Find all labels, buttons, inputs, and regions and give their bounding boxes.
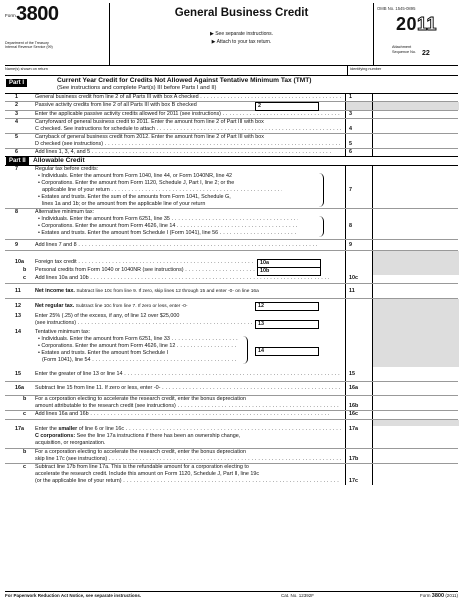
shaded-amount <box>372 267 459 275</box>
box-number: 10b <box>260 268 270 274</box>
footer-form-year: (2011) <box>445 593 458 598</box>
line-3 <box>5 111 458 119</box>
box-number: 17c <box>349 478 358 484</box>
line-text-2: (see instructions) . . . <box>35 320 253 327</box>
line-text-3: (or the applicable line of your return) . . . <box>35 478 341 485</box>
line-text: Add lines 10a and 10b . . . <box>35 275 341 282</box>
line-heading: Regular tax before credits: <box>35 166 99 172</box>
tax-year <box>396 14 458 35</box>
line-13 <box>5 313 458 329</box>
omb-number: OMB No. 1545-0895 <box>377 6 416 11</box>
amount-field[interactable] <box>372 240 459 250</box>
line-number: 12 <box>15 303 21 309</box>
line-text: Subtract line 17b from line 17a. This is the refundable amount for a corporation electing to <box>35 464 249 470</box>
line-box <box>345 464 358 485</box>
line-text-2: D checked (see instructions) . . . <box>35 141 341 148</box>
line-16a <box>5 382 458 396</box>
amount-field[interactable] <box>372 94 459 101</box>
part1-subtitle: (See instructions and complete Part(s) III before Parts I and II) <box>57 85 217 91</box>
line-number: b <box>23 267 27 273</box>
line-number: 4 <box>15 119 18 125</box>
title-block <box>109 3 374 65</box>
line-number: c <box>23 464 26 470</box>
line-text-2: skip line 17c (see instructions) . . . <box>35 456 341 463</box>
line-17c <box>5 464 458 485</box>
amount-field[interactable] <box>372 149 459 156</box>
amount-field[interactable] <box>372 284 459 298</box>
line-box <box>345 396 359 410</box>
box-number: 16a <box>349 385 358 391</box>
line-text: For a corporation electing to accelerate the research credit, enter the bonus depreciation <box>35 449 246 455</box>
box-number: 5 <box>349 141 352 147</box>
box-number: 6 <box>349 149 352 155</box>
line-text: Add lines 16a and 16b . . . <box>35 411 341 418</box>
amount-field[interactable] <box>372 209 459 239</box>
line-text-2: amount attributable to the research credit (see instructions) . . . <box>35 403 341 410</box>
line-rest: Subtract line 10c from line 7. If zero or less, enter -0- <box>75 304 188 309</box>
shaded-amount <box>372 259 459 267</box>
amount-field[interactable] <box>372 166 459 208</box>
line-rest: of line 6 or line 16c <box>77 426 125 432</box>
line-heading: Tentative minimum tax: <box>35 329 91 335</box>
box-number: 12 <box>258 303 264 309</box>
footer-form-number: 3800 <box>431 593 445 599</box>
line-16c <box>5 411 458 420</box>
line-6 <box>5 149 458 156</box>
line-number: c <box>23 275 26 281</box>
sequence-number: 22 <box>422 50 430 57</box>
part1-header <box>5 76 458 94</box>
line-9 <box>5 240 458 251</box>
corp-text: See the line 17a instructions if there has been an ownership change, <box>75 433 241 439</box>
sequence-label: Sequence No. <box>392 49 417 54</box>
line-number: 11 <box>15 288 21 294</box>
line-box <box>345 329 346 367</box>
bullet-estates: • Estates and trusts. Enter the amount from Schedule I <box>38 350 169 356</box>
spacer <box>5 251 458 259</box>
line-box <box>345 251 346 259</box>
line-10a <box>5 259 458 267</box>
amount-field[interactable] <box>372 449 459 463</box>
line-number: 7 <box>15 166 18 172</box>
bullet-estates: • Estates and trusts. Enter the amount from Schedule I (Form 1041), line 56 . . . <box>38 230 298 237</box>
line-heading: Alternative minimum tax: <box>35 209 95 215</box>
box-number: 15 <box>349 371 355 377</box>
box-number: 1 <box>349 94 352 100</box>
line-number: 10a <box>15 259 24 265</box>
line-box <box>345 149 352 156</box>
line-box <box>345 284 355 298</box>
corp-bold: C corporations: <box>35 433 76 439</box>
corp-text-2: acquisition, or reorganization. <box>35 440 106 446</box>
amount-field[interactable] <box>372 367 459 381</box>
line-4 <box>5 119 458 134</box>
line-box <box>345 367 355 381</box>
line-text <box>35 426 341 433</box>
part1-title: Current Year Credit for Credits Not Allowed Against Tentative Minimum Tax (TMT) <box>57 77 312 84</box>
line-10c <box>5 275 458 284</box>
form-word: Form <box>5 13 16 18</box>
line-number: 14 <box>15 329 21 335</box>
bullet-corporations: • Corporations. Enter the amount from Form 1120, Schedule J, Part I, line 2; or the <box>38 180 235 186</box>
line-bold: smaller <box>58 426 78 432</box>
form-page <box>5 3 458 597</box>
line-box <box>345 111 352 118</box>
line-box <box>345 275 358 283</box>
box-number: 3 <box>349 111 352 117</box>
name-field[interactable]: Name(s) shown on return <box>5 67 48 71</box>
line-number: 9 <box>15 242 18 248</box>
bullet-individuals: • Individuals. Enter the amount from Form 6251, line 35 . . . <box>38 216 298 223</box>
line-2 <box>5 102 458 111</box>
form-number: 3800 <box>16 3 59 25</box>
line-box <box>345 166 352 208</box>
attachment-label <box>392 45 416 54</box>
amount-field[interactable] <box>372 111 459 118</box>
form-title: General Business Credit <box>174 7 309 19</box>
line-text: Carryforward of general business credit to 2011. Enter the amount from line 2 of Part III with box <box>35 119 264 125</box>
year-prefix: 20 <box>396 14 418 34</box>
line-number: 3 <box>15 111 18 117</box>
bullet-individuals: • Individuals. Enter the amount from Form 1040, line 44, or Form 1040NR, line 42 <box>38 173 232 179</box>
bullet-corporations: • Corporations. Enter the amount from Form 4626, line 12 . . . <box>38 343 238 350</box>
amount-field[interactable] <box>372 411 459 419</box>
line-17b <box>5 449 458 464</box>
line-text: Add lines 7 and 8 . . . <box>35 240 341 250</box>
amount-field[interactable] <box>372 275 459 283</box>
line-number: b <box>23 449 27 455</box>
amount-field[interactable] <box>372 464 459 485</box>
amount-field[interactable] <box>372 119 459 133</box>
catalog-number: Cat. No. 12392F <box>281 593 315 598</box>
line-number: b <box>23 396 27 402</box>
line-box <box>345 411 358 419</box>
line-box <box>345 382 358 395</box>
form-header <box>5 3 458 66</box>
line-number: c <box>23 411 26 417</box>
year-suffix: 11 <box>417 14 438 34</box>
amount-field[interactable] <box>372 382 459 395</box>
line-text: Carryback of general business credit from 2012. Enter the amount from line 2 of Part III with box <box>35 134 264 140</box>
box-number: 9 <box>349 242 352 248</box>
shaded-amount <box>372 299 459 313</box>
box-number: 7 <box>349 187 352 193</box>
line-12 <box>5 299 458 313</box>
instruction-attach: ▶ Attach to your tax return. <box>211 39 272 45</box>
line-14 <box>5 329 458 367</box>
part1-label: Part I <box>6 79 27 87</box>
line-number: 8 <box>15 209 18 215</box>
line-bold: Net income tax. <box>35 288 75 294</box>
bullet-corporations-2: applicable line of your return . . . <box>42 187 282 194</box>
box-number: 2 <box>258 103 261 109</box>
line-text: Subtract line 15 from line 11. If zero or less, enter -0- . . . <box>35 382 341 395</box>
inner-box[interactable] <box>255 320 319 329</box>
line-text: Add lines 1, 3, 4, and 5 . . . <box>35 149 341 156</box>
line-text: General business credit from line 2 of all Parts III with box A checked . . . <box>35 94 341 101</box>
name-row <box>5 66 458 76</box>
shaded-amount <box>372 329 459 367</box>
line-number: 15 <box>15 371 21 377</box>
amount-field[interactable] <box>372 426 459 448</box>
line-number: 13 <box>15 313 21 319</box>
line-pre: Enter the <box>35 426 59 432</box>
line-7 <box>5 166 458 209</box>
line-text <box>35 299 187 314</box>
line-number: 1 <box>15 94 18 100</box>
form-id-block <box>5 3 110 65</box>
line-rest: Subtract line 10c from line 9. If zero, skip lines 12 through 15 and enter -0- on line 16a <box>76 289 259 294</box>
footer-form-word: Form <box>420 593 431 598</box>
shaded-amount <box>372 251 459 259</box>
line-text: Enter 25% (.25) of the excess, if any, of line 12 over $25,000 <box>35 313 180 319</box>
box-number: 10c <box>349 275 358 281</box>
part2-header <box>5 156 458 166</box>
form-footer <box>5 591 458 600</box>
department-name: Department of the Treasury <box>5 41 49 45</box>
box-number: 4 <box>349 126 352 132</box>
line-text: For a corporation electing to accelerate the research credit, enter the bonus depreciation <box>35 396 246 402</box>
line-box <box>345 240 352 250</box>
line-text: Personal credits from Form 1040 or 1040NR (see instructions) . . . <box>35 267 255 274</box>
footer-form-id <box>420 593 458 599</box>
line-16b <box>5 396 458 411</box>
line-box <box>345 267 346 275</box>
line-text-2: C checked. See instructions for schedule to attach . . . <box>35 126 341 133</box>
line-5 <box>5 134 458 149</box>
box-number: 8 <box>349 223 352 229</box>
box-number: 14 <box>258 348 264 354</box>
irs-name: Internal Revenue Service (99) <box>5 45 53 50</box>
line-17a <box>5 426 458 449</box>
shaded-amount <box>372 102 459 110</box>
line-number: 6 <box>15 149 18 155</box>
bullet-individuals: • Individuals. Enter the amount from Form 6251, line 33 . . . <box>38 336 238 343</box>
line-15 <box>5 367 458 382</box>
department <box>5 41 105 50</box>
line-17a-corp <box>35 433 240 440</box>
inner-box[interactable] <box>255 347 319 356</box>
line-text: Enter the applicable passive activity credits allowed for 2011 (see instructions) . . . <box>35 111 341 118</box>
line-text: Passive activity credits from line 2 of all Parts III with box B checked <box>35 102 197 108</box>
line-1 <box>5 94 458 102</box>
part2-title: Allowable Credit <box>33 157 85 164</box>
box-number: 17a <box>349 426 358 432</box>
box-number: 10a <box>260 260 269 266</box>
line-text-2: accelerate the research credit. Include this amount on Form 1120, Schedule J, Part II, line 19c <box>35 471 260 477</box>
bullet-estates-2: (Form 1041), line 54 . . . <box>42 357 238 364</box>
line-box <box>345 426 358 448</box>
line-number: 17a <box>15 426 24 432</box>
line-text: Enter the greater of line 13 or line 14 . . . <box>35 367 341 381</box>
line-number: 16a <box>15 385 24 391</box>
box-number: 11 <box>349 288 355 294</box>
instruction-see-separate: ▶ See separate instructions. <box>209 31 274 37</box>
line-bold: Net regular tax. <box>35 303 75 309</box>
bullet-estates: • Estates and trusts. Enter the sum of the amounts from Form 1041, Schedule G, <box>38 194 231 200</box>
line-box <box>345 94 352 101</box>
brace <box>319 216 324 237</box>
identifying-number-field[interactable]: Identifying number <box>347 66 383 76</box>
line-8 <box>5 209 458 240</box>
line-11 <box>5 284 458 299</box>
line-number: 2 <box>15 102 18 108</box>
inner-box[interactable] <box>255 302 319 311</box>
box-number: 16c <box>349 411 358 417</box>
line-box <box>345 449 359 463</box>
part2-label: Part II <box>6 157 29 165</box>
line-number: 5 <box>15 134 18 140</box>
inner-box[interactable] <box>255 102 319 111</box>
box-number: 16b <box>349 403 359 409</box>
line-box <box>345 259 346 267</box>
amount-field[interactable] <box>372 134 459 148</box>
attachment-text: Attachment <box>392 45 412 49</box>
line-10b <box>5 267 458 275</box>
omb-block <box>373 3 458 65</box>
amount-field[interactable] <box>372 396 459 410</box>
box-number: 13 <box>258 321 264 327</box>
paperwork-notice: For Paperwork Reduction Act Notice, see separate instructions. <box>5 593 142 598</box>
line-box <box>345 134 352 148</box>
brace <box>243 336 248 364</box>
line-text: Foreign tax credit . . . <box>35 259 255 266</box>
line-text <box>35 284 259 299</box>
brace <box>319 173 324 207</box>
line-box <box>345 119 352 133</box>
box-number: 17b <box>349 456 359 462</box>
bullet-corporations: • Corporations. Enter the amount from Form 4626, line 14 . . . <box>38 223 298 230</box>
bullet-estates-2: lines 1a and 1b; or the amount from the applicable line of your return <box>42 201 206 207</box>
shaded-amount <box>372 313 459 329</box>
line-box <box>345 313 346 329</box>
line-box <box>345 209 352 239</box>
shaded-box <box>345 102 373 110</box>
line-box <box>345 299 346 313</box>
